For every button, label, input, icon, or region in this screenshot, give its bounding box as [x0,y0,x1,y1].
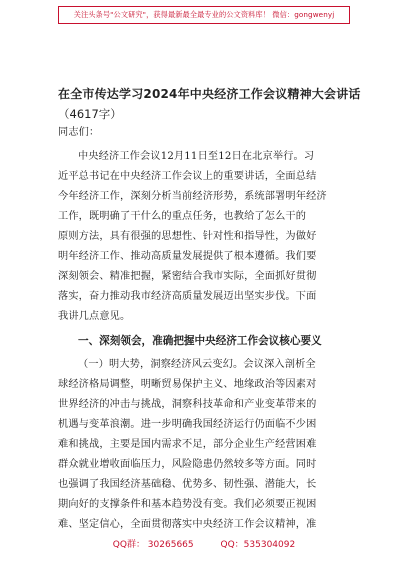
section-line: 群众就业增收面临压力，风险隐患仍然较多等方面。同时 [58,459,317,470]
intro-line: 我讲几点意见。 [58,311,131,322]
document-title: 在全市传达学习2024年中央经济工作会议精神大会讲话 [58,87,361,101]
intro-line: 近平总书记在中央经济工作会议上的重要讲话，全面总结 [58,171,317,182]
intro-line: 今年经济工作，深刻分析当前经济形势，系统部署明年经济 [58,191,327,202]
intro-line: 深刻领会、精准把握，紧密结合我市实际，全面抓好贯彻 [58,271,317,282]
section-line: 难和挑战，主要是国内需求不足，部分企业生产经营困难 [58,439,317,450]
word-count: （4617字） [58,107,122,121]
intro-line: 明年经济工作、推动高质量发展提供了根本遵循。我们要 [58,251,317,262]
intro-line: 落实，奋力推动我市经济高质量发展迈出坚实步伐。下面 [58,291,317,302]
intro-line: 中央经济工作会议12月11日至12日在北京举行。习 [78,151,315,162]
section-line: 球经济格局调整，明晰贸易保护主义、地缘政治等因素对 [58,379,317,390]
qq-group: QQ群： 30265665 [112,540,194,550]
section-line: 难、坚定信心，全面贯彻落实中央经济工作会议精神，准 [58,519,317,530]
section-line: 世界经济的冲击与挑战，洞察科技革命和产业变革带来的 [58,399,317,410]
intro-line: 原则方法，具有很强的思想性、针对性和指导性，为做好 [58,231,317,242]
section-line: （一）明大势，洞察经济风云变幻。会议深入剖析全 [78,359,316,370]
qq-number: QQ：535304092 [220,540,296,550]
section-line: 也强调了我国经济基础稳、优势多、韧性强、潜能大，长 [58,479,317,490]
section-line: 机遇与变革浪潮。进一步明确我国经济运行仍面临不少困 [58,419,317,430]
contact-footer [0,538,408,552]
section-line: 期向好的支撑条件和基本趋势没有变。我们必须要正视困 [58,499,317,510]
greeting: 同志们： [58,127,100,138]
intro-line: 工作，既明确了干什么的重点任务，也教给了怎么干的 [58,211,307,222]
section-heading: 一、深刻领会，准确把握中央经济工作会议核心要义 [78,335,322,347]
promo-banner: 关注头条号"公文研究"，获得最新最全最专业的公文资料库！ 微信：gongwenyj [58,6,350,24]
